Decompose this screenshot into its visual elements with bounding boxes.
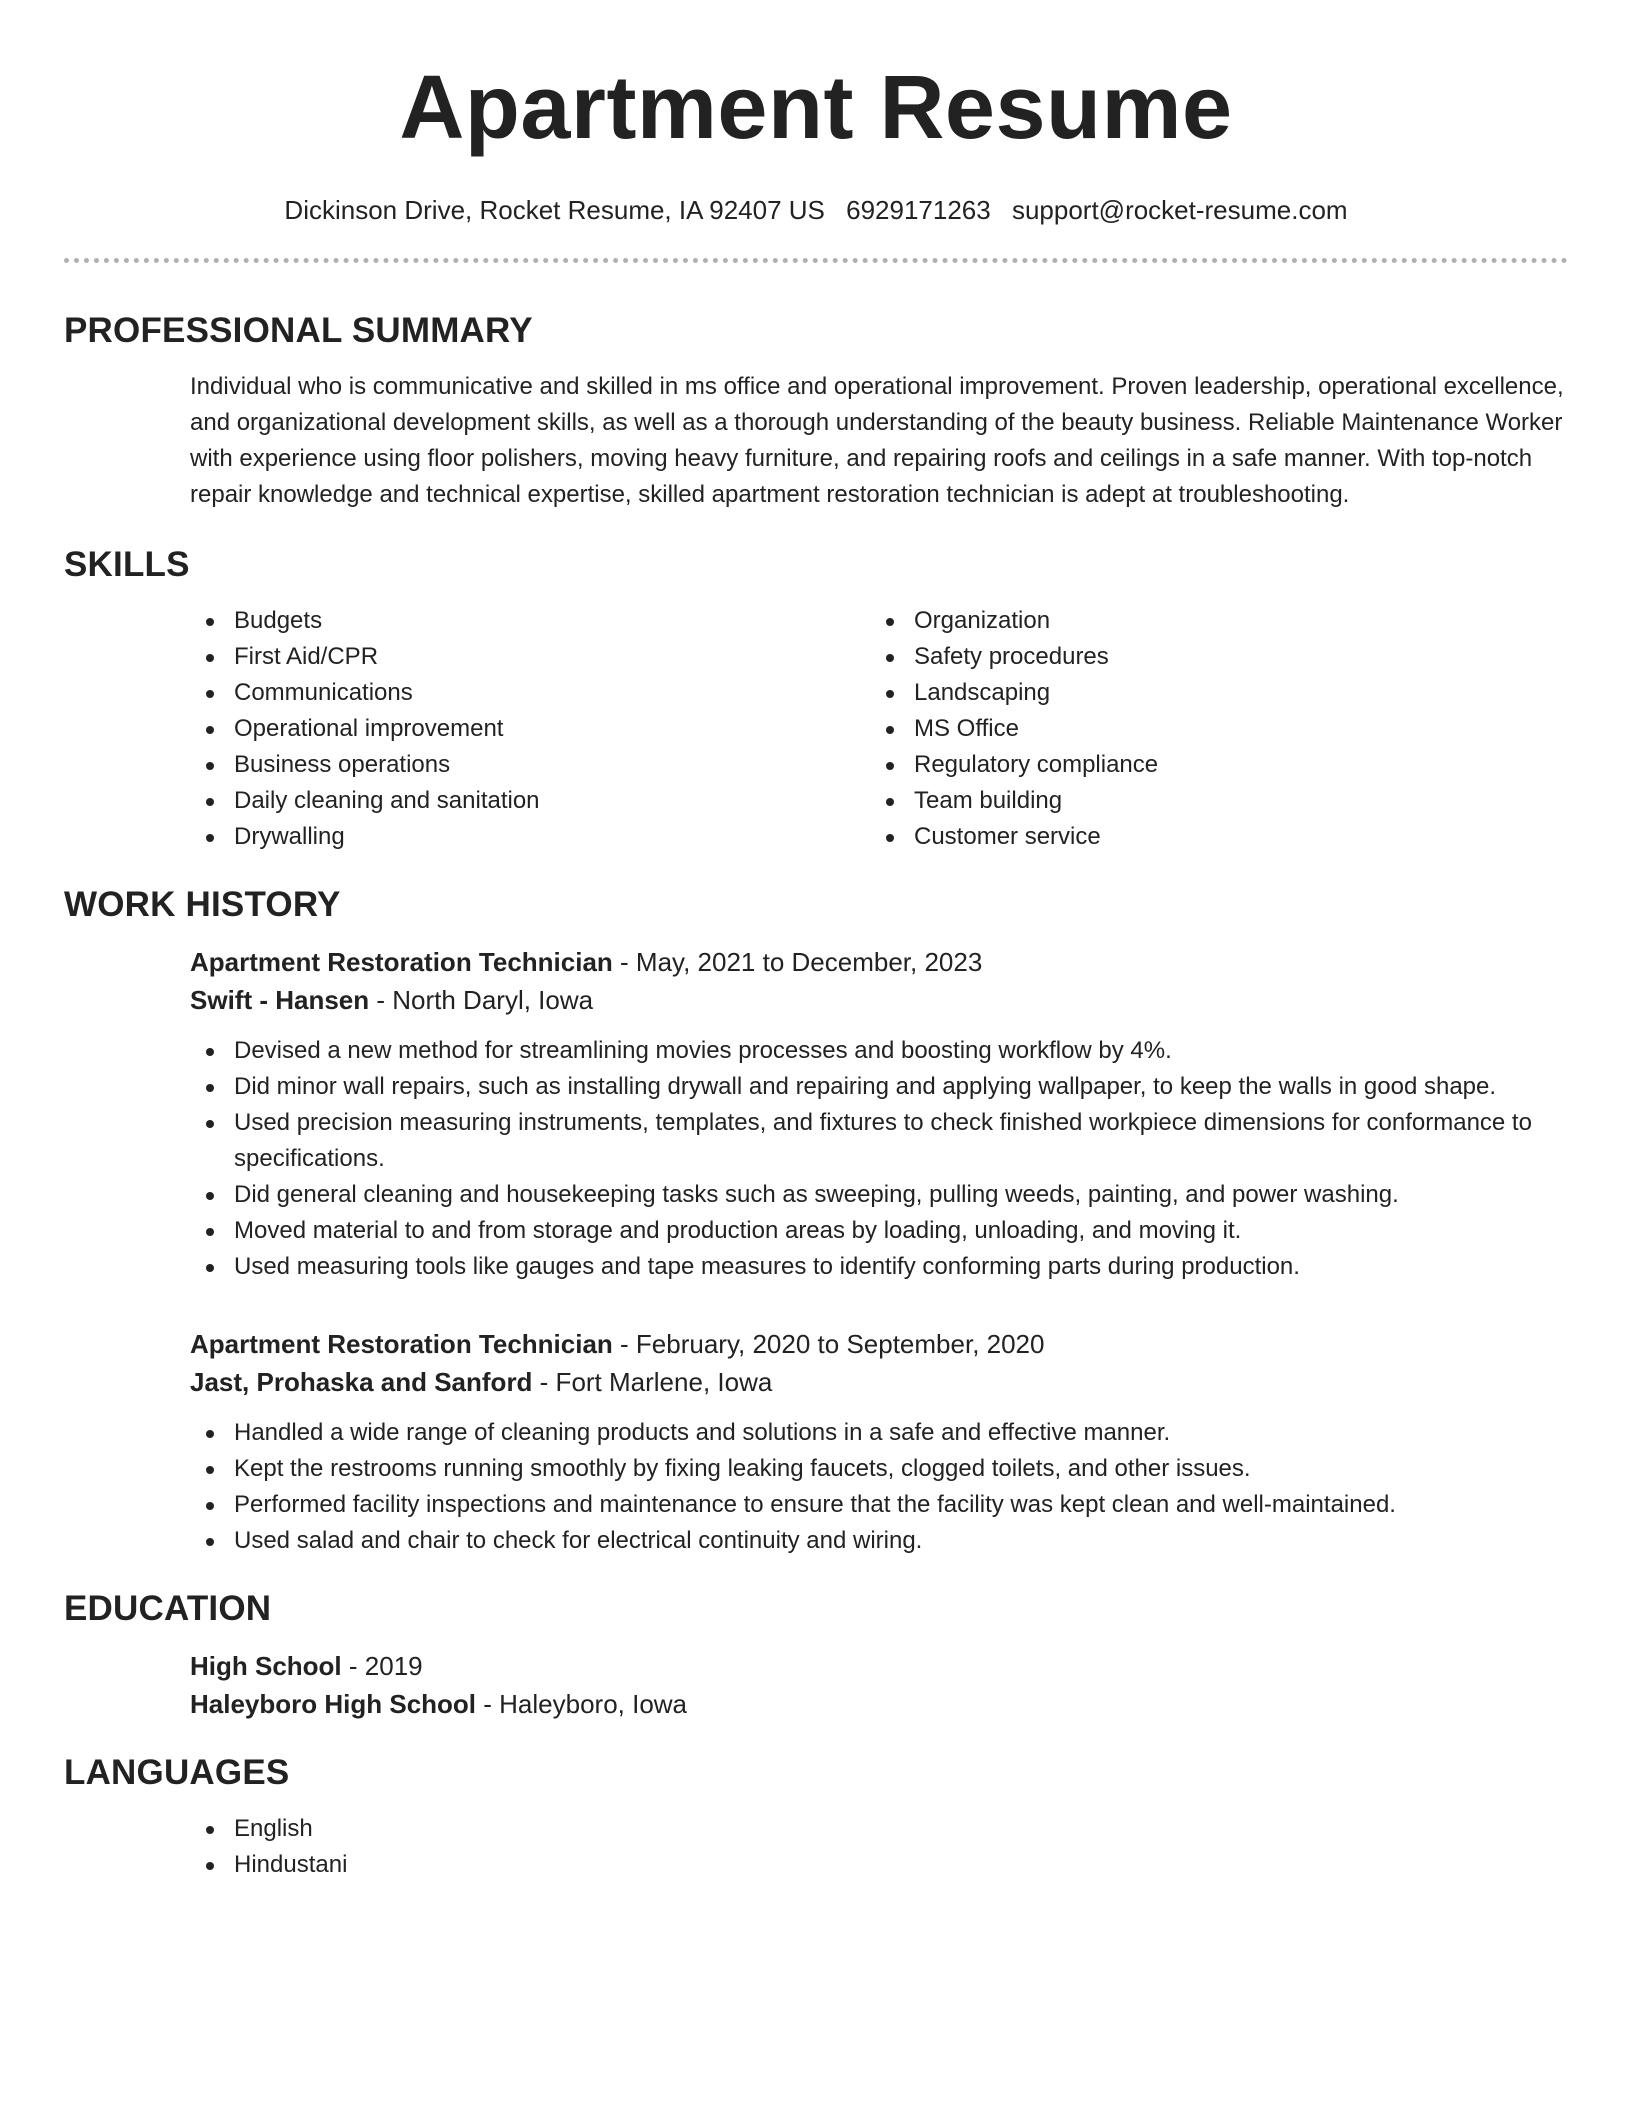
- education-location: - Haleyboro, Iowa: [476, 1689, 688, 1719]
- job-duty: Devised a new method for streamlining movies processes and boosting workflow by 4%.: [190, 1033, 1568, 1069]
- job-title-line: [190, 943, 1568, 981]
- contact-email: support@rocket-resume.com: [1011, 195, 1348, 225]
- job-duties: [190, 1415, 1568, 1559]
- job-duty: Did general cleaning and housekeeping tasks such as sweeping, pulling weeds, painting, and power washing.: [190, 1177, 1568, 1213]
- skills-section: [64, 543, 1568, 855]
- contact-line: [64, 194, 1568, 226]
- job-company: Jast, Prohaska and Sanford: [190, 1367, 533, 1397]
- education-section: [64, 1587, 1568, 1723]
- resume-name: Apartment Resume: [399, 58, 1233, 158]
- job-duty: Used precision measuring instruments, templates, and fixtures to check finished workpiece dimensions for conformance to specifications.: [190, 1105, 1568, 1177]
- skill-item: Budgets: [190, 603, 870, 639]
- skill-item: Landscaping: [870, 675, 1550, 711]
- job-role: Apartment Restoration Technician: [190, 1329, 613, 1359]
- work-title: WORK HISTORY: [64, 885, 341, 924]
- languages-title: LANGUAGES: [64, 1753, 290, 1792]
- skill-item: Customer service: [870, 819, 1550, 855]
- job-entry: [64, 943, 1568, 1285]
- contact-address: Dickinson Drive, Rocket Resume, IA 92407 US: [284, 195, 825, 225]
- skill-item: MS Office: [870, 711, 1550, 747]
- work-section: [64, 883, 1568, 1559]
- job-location: - Fort Marlene, Iowa: [532, 1367, 773, 1397]
- job-company-line: [190, 1363, 1568, 1401]
- education-title: EDUCATION: [64, 1589, 272, 1628]
- skill-item: Safety procedures: [870, 639, 1550, 675]
- skill-item: Regulatory compliance: [870, 747, 1550, 783]
- skill-item: Operational improvement: [190, 711, 870, 747]
- skills-list-left: [190, 603, 870, 855]
- job-duty: Used salad and chair to check for electrical continuity and wiring.: [190, 1523, 1568, 1559]
- education-school: Haleyboro High School: [190, 1689, 477, 1719]
- job-duty: Handled a wide range of cleaning products and solutions in a safe and effective manner.: [190, 1415, 1568, 1451]
- job-duty: Moved material to and from storage and production areas by loading, unloading, and moving it.: [190, 1213, 1568, 1249]
- skill-item: Team building: [870, 783, 1550, 819]
- job-role: Apartment Restoration Technician: [190, 947, 613, 977]
- job-duty: Used measuring tools like gauges and tape measures to identify conforming parts during production.: [190, 1249, 1568, 1285]
- skill-item: Drywalling: [190, 819, 870, 855]
- job-duties: [190, 1033, 1568, 1285]
- languages-section: [64, 1751, 1568, 1883]
- skill-item: Organization: [870, 603, 1550, 639]
- education-degree: High School: [190, 1651, 342, 1681]
- skill-item: First Aid/CPR: [190, 639, 870, 675]
- job-dates: - May, 2021 to December, 2023: [612, 947, 983, 977]
- language-item: Hindustani: [190, 1847, 1568, 1883]
- job-location: - North Daryl, Iowa: [369, 985, 594, 1015]
- summary-text: Individual who is communicative and skilled in ms office and operational improvement. Proven leadership, operational excellence, and organizational development skills, as well as a thorough understanding of the beauty business. Reliable Maintenance Worker with experience using floor polishers, moving heavy furniture, and repairing roofs and ceilings in a safe manner. With top-notch repair knowledge and technical expertise, skilled apartment restoration technician is adept at troubleshooting.: [190, 373, 1564, 508]
- resume-page: [64, 0, 1568, 1883]
- job-duty: Did minor wall repairs, such as installing drywall and repairing and applying wallpaper, to keep the walls in good shape.: [190, 1069, 1568, 1105]
- job-company: Swift - Hansen: [190, 985, 370, 1015]
- education-school-line: [190, 1685, 1568, 1723]
- contact-phone: 6929171263: [846, 195, 991, 225]
- languages-list: [190, 1811, 1568, 1883]
- education-degree-line: [190, 1647, 1568, 1685]
- language-item: English: [190, 1811, 1568, 1847]
- summary-title: PROFESSIONAL SUMMARY: [64, 311, 533, 350]
- job-duty: Kept the restrooms running smoothly by fixing leaking faucets, clogged toilets, and other issues.: [190, 1451, 1568, 1487]
- summary-section: [64, 309, 1568, 513]
- skill-item: Daily cleaning and sanitation: [190, 783, 870, 819]
- job-dates: - February, 2020 to September, 2020: [612, 1329, 1045, 1359]
- job-title-line: [190, 1325, 1568, 1363]
- skill-item: Business operations: [190, 747, 870, 783]
- education-year: - 2019: [341, 1651, 423, 1681]
- skills-title: SKILLS: [64, 545, 190, 584]
- skill-item: Communications: [190, 675, 870, 711]
- skills-list-right: [870, 603, 1550, 855]
- job-duty: Performed facility inspections and maintenance to ensure that the facility was kept clean and well-maintained.: [190, 1487, 1568, 1523]
- job-entry: [64, 1325, 1568, 1559]
- header-divider: [64, 258, 1568, 263]
- job-company-line: [190, 981, 1568, 1019]
